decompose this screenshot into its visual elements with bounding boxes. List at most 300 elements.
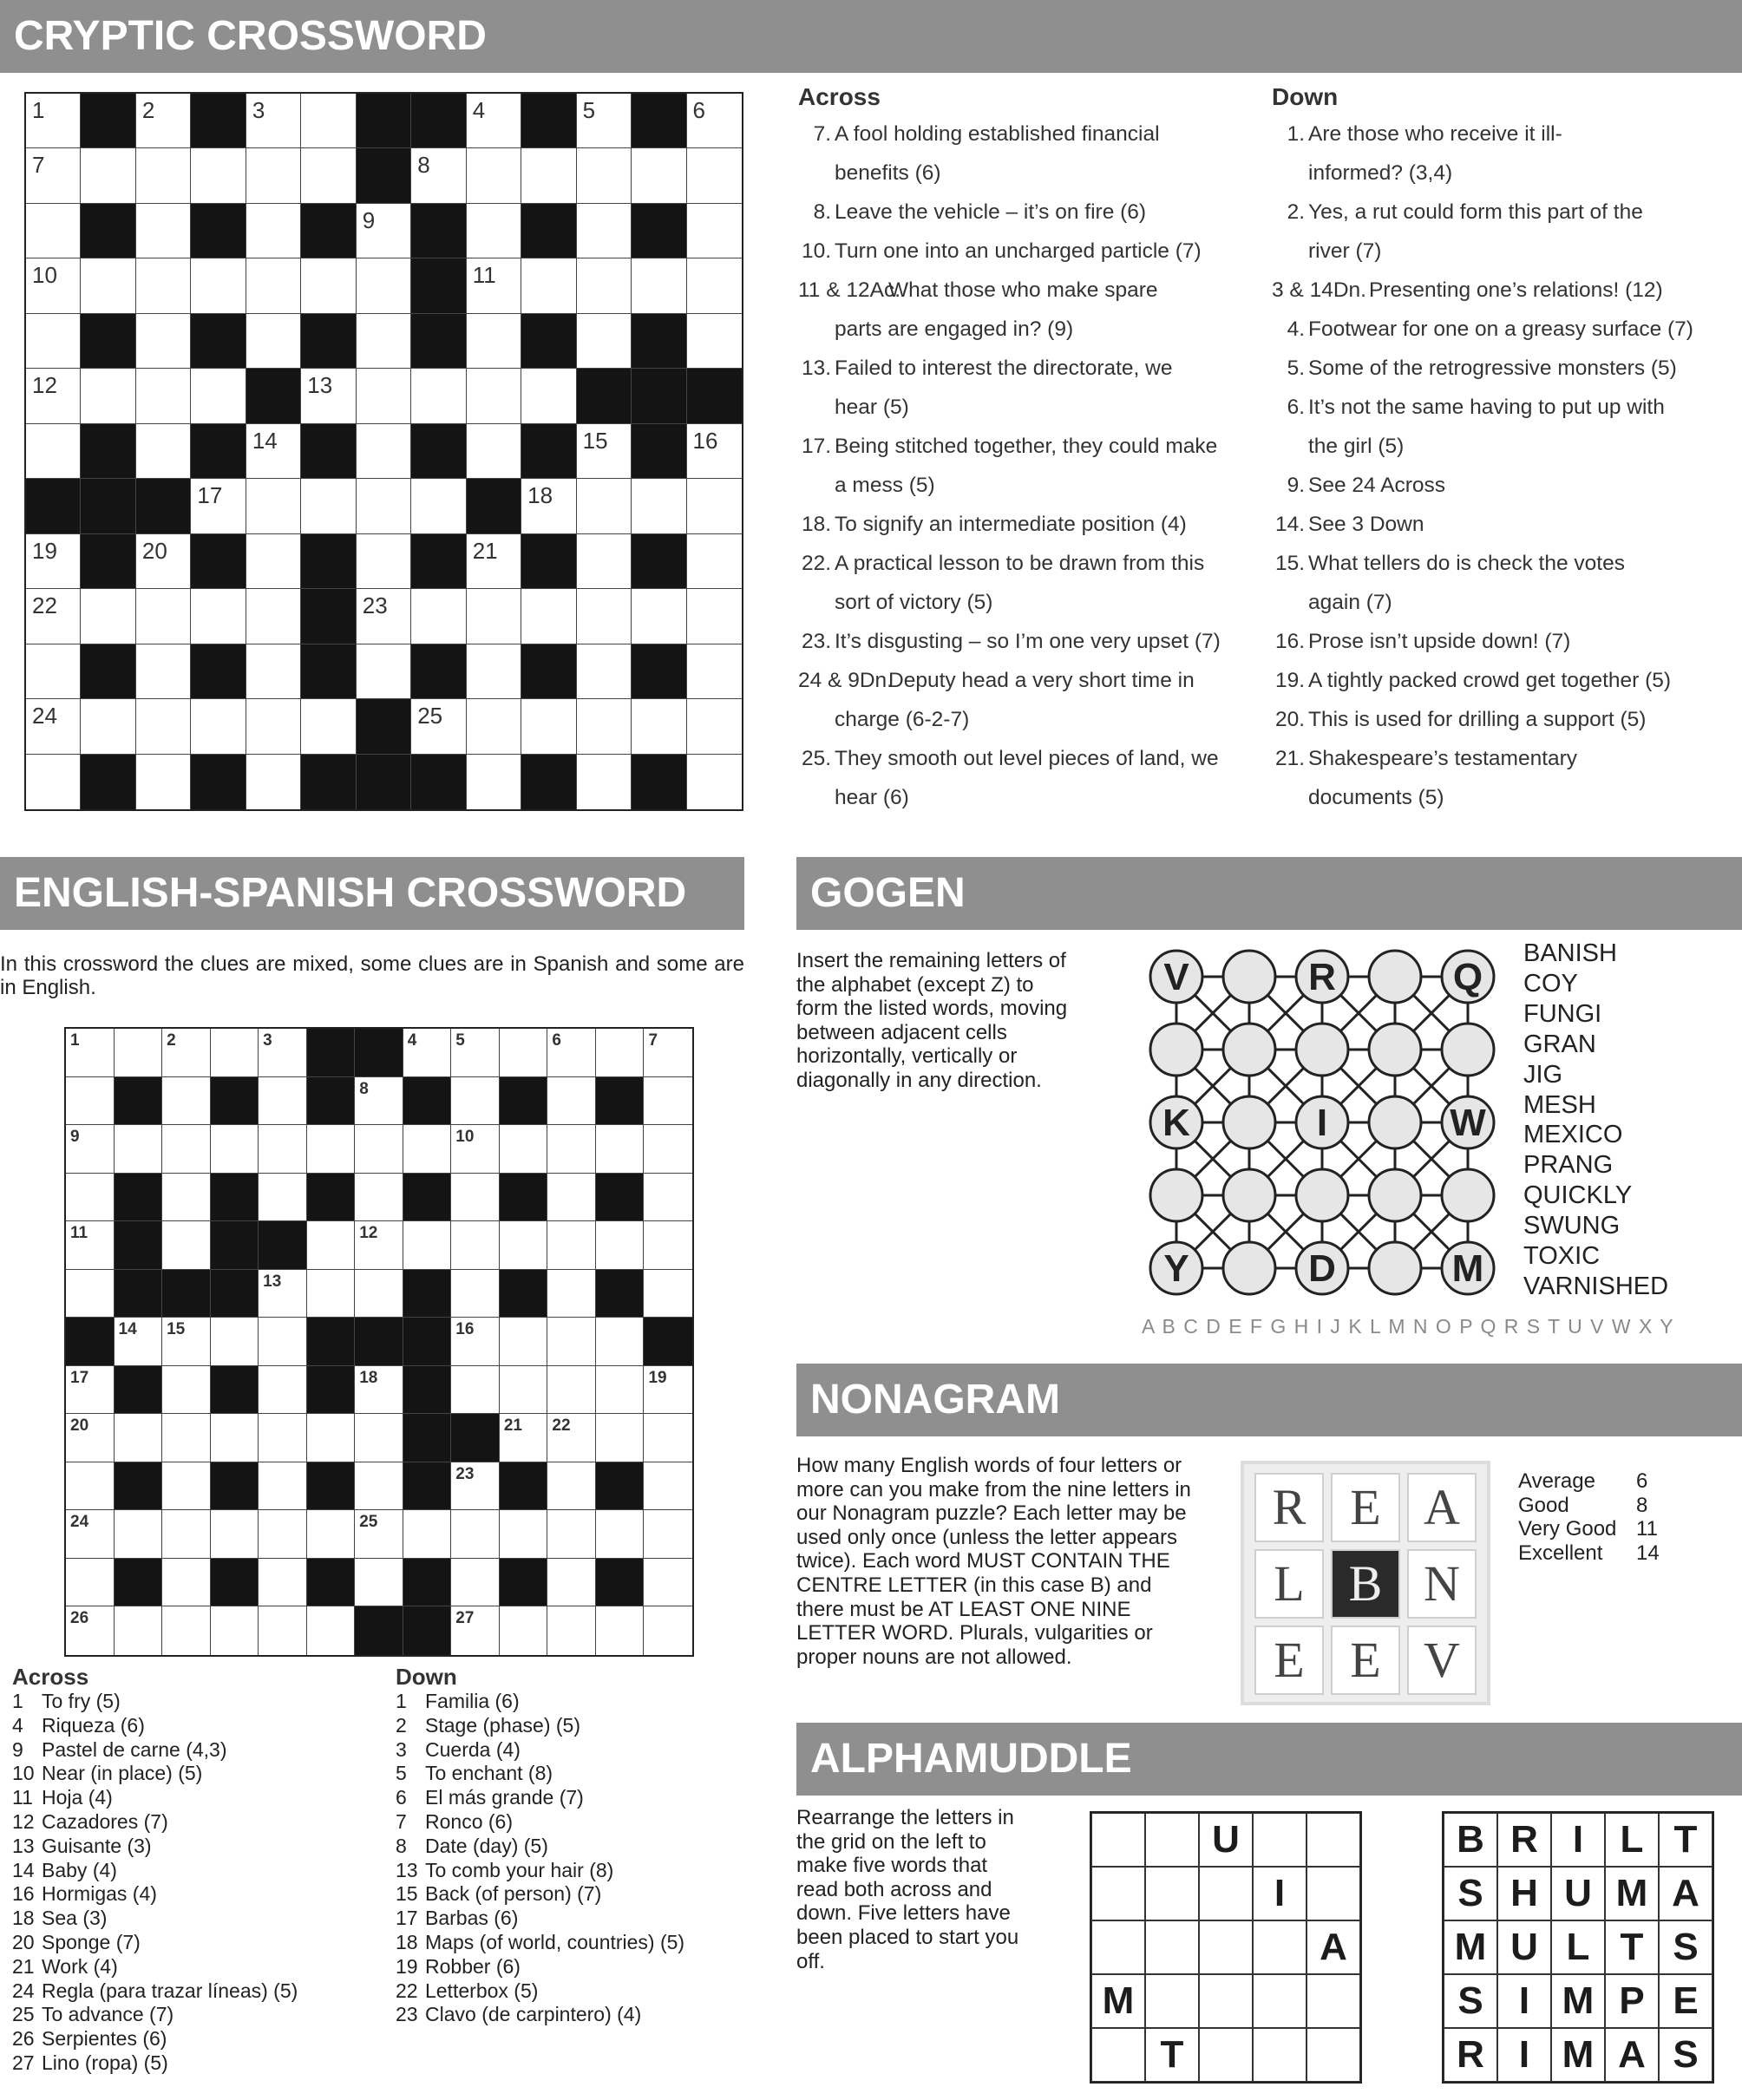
- cryptic-cell[interactable]: [521, 369, 576, 423]
- cryptic-cell[interactable]: [467, 369, 521, 423]
- es-cell[interactable]: [307, 1606, 356, 1655]
- cryptic-cell[interactable]: [136, 94, 191, 148]
- nonagram-letter: V: [1407, 1626, 1477, 1695]
- cryptic-cell[interactable]: [632, 479, 686, 533]
- es-cell[interactable]: [596, 1366, 645, 1415]
- es-cell[interactable]: [547, 1174, 596, 1222]
- alphamuddle-cell[interactable]: [1091, 1813, 1145, 1867]
- cryptic-cell[interactable]: [687, 644, 742, 699]
- es-cell[interactable]: [162, 1366, 211, 1415]
- gogen-node[interactable]: [1442, 1024, 1494, 1076]
- alphamuddle-cell[interactable]: [1145, 1920, 1199, 1974]
- alphamuddle-letter: B: [1444, 1813, 1497, 1867]
- cryptic-cell[interactable]: [246, 204, 301, 258]
- clue-num: 25: [12, 2003, 35, 2026]
- es-cell[interactable]: [115, 1510, 163, 1559]
- cryptic-cell[interactable]: [521, 589, 576, 644]
- nonagram-letter: N: [1407, 1549, 1477, 1619]
- es-cell[interactable]: [500, 1366, 548, 1415]
- cryptic-cell[interactable]: [577, 314, 632, 369]
- es-black-cell: [307, 1318, 356, 1366]
- es-cell[interactable]: [115, 1318, 163, 1366]
- gogen-node[interactable]: [1296, 1169, 1348, 1221]
- alphamuddle-cell[interactable]: [1306, 2028, 1360, 2082]
- cryptic-cell[interactable]: [26, 258, 81, 313]
- cryptic-cell[interactable]: [81, 699, 135, 754]
- es-cell[interactable]: [500, 1510, 548, 1559]
- alphamuddle-cell[interactable]: [1253, 1813, 1306, 1867]
- alphamuddle-cell[interactable]: [1306, 1867, 1360, 1920]
- es-cell[interactable]: [547, 1606, 596, 1655]
- cryptic-cell[interactable]: [687, 204, 742, 258]
- cryptic-cell[interactable]: [467, 424, 521, 479]
- cryptic-black-cell: [521, 424, 576, 479]
- cryptic-cell[interactable]: [411, 699, 466, 754]
- alphamuddle-cell[interactable]: [1199, 1920, 1253, 1974]
- es-cell[interactable]: [66, 1077, 115, 1126]
- es-cell[interactable]: [259, 1559, 307, 1607]
- cryptic-cell[interactable]: [357, 369, 411, 423]
- es-cell[interactable]: [259, 1270, 307, 1318]
- cryptic-cell[interactable]: [246, 258, 301, 313]
- es-cell[interactable]: [66, 1366, 115, 1415]
- es-cell[interactable]: [547, 1077, 596, 1126]
- es-cell[interactable]: [451, 1270, 500, 1318]
- es-cell[interactable]: [66, 1174, 115, 1222]
- es-cell[interactable]: [211, 1510, 259, 1559]
- es-cell[interactable]: [307, 1221, 356, 1270]
- cryptic-cell[interactable]: [246, 479, 301, 533]
- cryptic-cell[interactable]: [577, 589, 632, 644]
- es-cell[interactable]: [644, 1366, 692, 1415]
- es-cell[interactable]: [162, 1510, 211, 1559]
- cryptic-cell[interactable]: [191, 258, 246, 313]
- cryptic-cell[interactable]: [26, 644, 81, 699]
- cryptic-cell[interactable]: [687, 148, 742, 203]
- cryptic-cell[interactable]: [467, 589, 521, 644]
- cryptic-cell[interactable]: [26, 94, 81, 148]
- cryptic-cell[interactable]: [246, 148, 301, 203]
- es-cell[interactable]: [644, 1606, 692, 1655]
- es-cell[interactable]: [596, 1414, 645, 1462]
- cryptic-cell[interactable]: [136, 644, 191, 699]
- cryptic-cell[interactable]: [26, 699, 81, 754]
- cryptic-cell[interactable]: [136, 258, 191, 313]
- cryptic-cell[interactable]: [467, 755, 521, 809]
- gogen-letter: V: [1163, 956, 1189, 998]
- es-cell[interactable]: [644, 1174, 692, 1222]
- clue-text: Maps (of world, countries) (5): [425, 1930, 685, 1953]
- cryptic-cell[interactable]: [246, 424, 301, 479]
- alphamuddle-cell[interactable]: [1199, 2028, 1253, 2082]
- es-cell[interactable]: [66, 1029, 115, 1077]
- cryptic-cell[interactable]: [687, 424, 742, 479]
- es-cell[interactable]: [644, 1125, 692, 1174]
- es-cell[interactable]: [211, 1029, 259, 1077]
- es-cell[interactable]: [66, 1510, 115, 1559]
- cryptic-cell[interactable]: [687, 699, 742, 754]
- es-cell[interactable]: [500, 1318, 548, 1366]
- cryptic-cell[interactable]: [687, 94, 742, 148]
- es-cell[interactable]: [596, 1510, 645, 1559]
- cryptic-cell[interactable]: [357, 644, 411, 699]
- es-cell[interactable]: [644, 1077, 692, 1126]
- cryptic-cell[interactable]: [687, 589, 742, 644]
- cryptic-down-clue: [1272, 388, 1732, 466]
- cryptic-cell[interactable]: [191, 369, 246, 423]
- es-cell[interactable]: [644, 1221, 692, 1270]
- es-cell[interactable]: [66, 1414, 115, 1462]
- es-cell[interactable]: [162, 1029, 211, 1077]
- es-cell[interactable]: [355, 1462, 403, 1511]
- es-cell[interactable]: [115, 1414, 163, 1462]
- cryptic-cell[interactable]: [577, 424, 632, 479]
- es-cell[interactable]: [259, 1029, 307, 1077]
- es-cell[interactable]: [259, 1077, 307, 1126]
- gogen-node[interactable]: [1442, 1169, 1494, 1221]
- cryptic-black-cell: [632, 424, 686, 479]
- es-cell[interactable]: [115, 1125, 163, 1174]
- es-cell[interactable]: [259, 1174, 307, 1222]
- alphamuddle-cell[interactable]: [1253, 1974, 1306, 2028]
- es-black-cell: [211, 1077, 259, 1126]
- cryptic-cell[interactable]: [357, 534, 411, 589]
- es-cell[interactable]: [596, 1606, 645, 1655]
- cryptic-cell[interactable]: [577, 644, 632, 699]
- cryptic-cell[interactable]: [687, 534, 742, 589]
- cryptic-cell[interactable]: [26, 314, 81, 369]
- es-cell[interactable]: [66, 1462, 115, 1511]
- cryptic-cell[interactable]: [467, 314, 521, 369]
- es-cell[interactable]: [162, 1414, 211, 1462]
- alphamuddle-cell[interactable]: [1145, 1813, 1199, 1867]
- cryptic-cell[interactable]: [632, 148, 686, 203]
- cryptic-cell[interactable]: [81, 258, 135, 313]
- cryptic-cell[interactable]: [577, 204, 632, 258]
- es-cell[interactable]: [66, 1125, 115, 1174]
- es-cell[interactable]: [451, 1221, 500, 1270]
- es-cell[interactable]: [259, 1414, 307, 1462]
- cryptic-black-cell: [357, 148, 411, 203]
- cryptic-cell[interactable]: [521, 699, 576, 754]
- es-cell[interactable]: [451, 1077, 500, 1126]
- cryptic-cell[interactable]: [467, 204, 521, 258]
- es-cell[interactable]: [162, 1462, 211, 1511]
- cryptic-cell[interactable]: [521, 148, 576, 203]
- cryptic-cell[interactable]: [136, 204, 191, 258]
- cryptic-cell[interactable]: [136, 699, 191, 754]
- es-cell[interactable]: [355, 1174, 403, 1222]
- clue-number: 10: [32, 262, 57, 289]
- es-cell[interactable]: [547, 1270, 596, 1318]
- cryptic-cell[interactable]: [467, 534, 521, 589]
- es-cell[interactable]: [451, 1510, 500, 1559]
- es-cell[interactable]: [211, 1606, 259, 1655]
- es-cell[interactable]: [162, 1559, 211, 1607]
- cryptic-cell[interactable]: [26, 755, 81, 809]
- gogen-node[interactable]: [1150, 1169, 1202, 1221]
- cryptic-cell[interactable]: [411, 148, 466, 203]
- gogen-node[interactable]: [1223, 1242, 1275, 1294]
- es-cell[interactable]: [355, 1270, 403, 1318]
- cryptic-cell[interactable]: [357, 479, 411, 533]
- cryptic-cell[interactable]: [577, 258, 632, 313]
- es-cell[interactable]: [355, 1510, 403, 1559]
- cryptic-cell[interactable]: [577, 755, 632, 809]
- cryptic-cell[interactable]: [411, 589, 466, 644]
- es-cell[interactable]: [115, 1029, 163, 1077]
- cryptic-cell[interactable]: [81, 369, 135, 423]
- es-cell[interactable]: [259, 1125, 307, 1174]
- cryptic-cell[interactable]: [521, 479, 576, 533]
- cryptic-cell[interactable]: [301, 258, 356, 313]
- es-cell[interactable]: [307, 1510, 356, 1559]
- es-cell[interactable]: [355, 1414, 403, 1462]
- cryptic-cell[interactable]: [467, 644, 521, 699]
- es-cell[interactable]: [66, 1270, 115, 1318]
- cryptic-cell[interactable]: [136, 369, 191, 423]
- es-cell[interactable]: [355, 1125, 403, 1174]
- cryptic-cell[interactable]: [136, 424, 191, 479]
- cryptic-cell[interactable]: [246, 755, 301, 809]
- cryptic-cell[interactable]: [632, 699, 686, 754]
- es-cell[interactable]: [644, 1270, 692, 1318]
- es-cell[interactable]: [66, 1559, 115, 1607]
- es-cell[interactable]: [355, 1221, 403, 1270]
- es-cell[interactable]: [547, 1366, 596, 1415]
- cryptic-cell[interactable]: [301, 94, 356, 148]
- cryptic-cell[interactable]: [26, 534, 81, 589]
- es-cell[interactable]: [355, 1366, 403, 1415]
- es-cell[interactable]: [596, 1029, 645, 1077]
- gogen-letter: Y: [1163, 1247, 1189, 1290]
- gogen-node[interactable]: [1223, 1169, 1275, 1221]
- cryptic-cell[interactable]: [246, 314, 301, 369]
- es-cell[interactable]: [259, 1318, 307, 1366]
- es-cell[interactable]: [66, 1606, 115, 1655]
- gogen-node[interactable]: [1296, 1024, 1348, 1076]
- cryptic-cell[interactable]: [246, 644, 301, 699]
- alphamuddle-cell[interactable]: [1091, 1920, 1145, 1974]
- cryptic-cell[interactable]: [136, 534, 191, 589]
- es-cell[interactable]: [500, 1125, 548, 1174]
- clue-number: 25: [359, 1513, 378, 1532]
- alphamuddle-cell[interactable]: [1145, 1867, 1199, 1920]
- alphamuddle-cell[interactable]: M: [1091, 1974, 1145, 2028]
- cryptic-down-clue: [1272, 466, 1732, 505]
- es-cell[interactable]: [211, 1318, 259, 1366]
- es-cell[interactable]: [355, 1559, 403, 1607]
- es-cell[interactable]: [307, 1270, 356, 1318]
- gogen-node[interactable]: [1369, 1169, 1421, 1221]
- cryptic-cell[interactable]: [246, 94, 301, 148]
- es-cell[interactable]: [403, 1125, 452, 1174]
- cryptic-cell[interactable]: [577, 534, 632, 589]
- alphamuddle-cell[interactable]: [1253, 2028, 1306, 2082]
- es-cell[interactable]: [644, 1462, 692, 1511]
- es-cell[interactable]: [596, 1125, 645, 1174]
- alphamuddle-cell[interactable]: [1199, 1974, 1253, 2028]
- nonagram-letter: E: [1331, 1626, 1400, 1695]
- es-cell[interactable]: [596, 1221, 645, 1270]
- es-cell[interactable]: [500, 1414, 548, 1462]
- cryptic-black-cell: [301, 534, 356, 589]
- gogen-node[interactable]: [1369, 1096, 1421, 1148]
- es-cell[interactable]: [451, 1606, 500, 1655]
- es-cell[interactable]: [162, 1125, 211, 1174]
- gogen-node[interactable]: [1150, 1024, 1202, 1076]
- cryptic-cell[interactable]: [81, 589, 135, 644]
- cryptic-cell[interactable]: [632, 589, 686, 644]
- cryptic-cell[interactable]: [81, 148, 135, 203]
- es-cell[interactable]: [547, 1125, 596, 1174]
- cryptic-cell[interactable]: [687, 314, 742, 369]
- cryptic-cell[interactable]: [467, 148, 521, 203]
- es-cell[interactable]: [547, 1462, 596, 1511]
- es-cell[interactable]: [403, 1029, 452, 1077]
- alphamuddle-cell[interactable]: [1091, 2028, 1145, 2082]
- es-cell[interactable]: [162, 1174, 211, 1222]
- alphamuddle-cell[interactable]: A: [1306, 1920, 1360, 1974]
- cryptic-cell[interactable]: [357, 258, 411, 313]
- cryptic-cell[interactable]: [467, 699, 521, 754]
- es-cell[interactable]: [66, 1221, 115, 1270]
- cryptic-cell[interactable]: [136, 755, 191, 809]
- es-cell[interactable]: [547, 1559, 596, 1607]
- alphamuddle-cell[interactable]: T: [1145, 2028, 1199, 2082]
- gogen-node[interactable]: [1223, 1024, 1275, 1076]
- cryptic-cell[interactable]: [301, 479, 356, 533]
- es-cell[interactable]: [115, 1606, 163, 1655]
- es-cell[interactable]: [500, 1029, 548, 1077]
- es-cell[interactable]: [596, 1318, 645, 1366]
- cryptic-cell[interactable]: [467, 94, 521, 148]
- es-cell[interactable]: [162, 1221, 211, 1270]
- cryptic-cell[interactable]: [26, 148, 81, 203]
- es-cell[interactable]: [451, 1462, 500, 1511]
- cryptic-cell[interactable]: [191, 589, 246, 644]
- es-cell[interactable]: [259, 1606, 307, 1655]
- alphamuddle-cell[interactable]: [1253, 1920, 1306, 1974]
- es-cell[interactable]: [644, 1414, 692, 1462]
- es-cell[interactable]: [162, 1077, 211, 1126]
- cryptic-cell[interactable]: [687, 258, 742, 313]
- cryptic-cell[interactable]: [191, 148, 246, 203]
- es-cell[interactable]: [547, 1510, 596, 1559]
- cryptic-cell[interactable]: [301, 369, 356, 423]
- cryptic-cell[interactable]: [467, 258, 521, 313]
- gogen-node[interactable]: [1223, 951, 1275, 1003]
- es-cell[interactable]: [451, 1366, 500, 1415]
- cryptic-cell[interactable]: [357, 424, 411, 479]
- cryptic-cell[interactable]: [411, 479, 466, 533]
- es-cell[interactable]: [355, 1077, 403, 1126]
- es-cell[interactable]: [259, 1366, 307, 1415]
- es-cell[interactable]: [162, 1318, 211, 1366]
- es-cell[interactable]: [451, 1125, 500, 1174]
- es-cell[interactable]: [644, 1559, 692, 1607]
- es-cell[interactable]: [162, 1606, 211, 1655]
- gogen-node[interactable]: [1223, 1096, 1275, 1148]
- es-across-clue: [12, 1979, 298, 2004]
- alphamuddle-cell[interactable]: I: [1253, 1867, 1306, 1920]
- cryptic-cell[interactable]: [577, 479, 632, 533]
- cryptic-cell[interactable]: [136, 148, 191, 203]
- es-cell[interactable]: [403, 1221, 452, 1270]
- cryptic-cell[interactable]: [191, 479, 246, 533]
- gogen-node[interactable]: [1369, 951, 1421, 1003]
- es-cell[interactable]: [451, 1174, 500, 1222]
- cryptic-cell[interactable]: [136, 314, 191, 369]
- cryptic-cell[interactable]: [26, 204, 81, 258]
- es-cell[interactable]: [307, 1414, 356, 1462]
- gogen-node[interactable]: [1369, 1242, 1421, 1294]
- cryptic-cell[interactable]: [26, 424, 81, 479]
- es-cell[interactable]: [307, 1125, 356, 1174]
- cryptic-cell[interactable]: [357, 314, 411, 369]
- clue-number: 13: [307, 372, 333, 399]
- es-cell[interactable]: [547, 1318, 596, 1366]
- cryptic-cell[interactable]: [301, 148, 356, 203]
- es-cell[interactable]: [547, 1221, 596, 1270]
- es-cell[interactable]: [547, 1029, 596, 1077]
- cryptic-cell[interactable]: [246, 589, 301, 644]
- es-cell[interactable]: [644, 1510, 692, 1559]
- alphamuddle-cell[interactable]: [1306, 1813, 1360, 1867]
- es-cell[interactable]: [644, 1029, 692, 1077]
- cryptic-cell[interactable]: [687, 755, 742, 809]
- cryptic-cell[interactable]: [191, 699, 246, 754]
- es-cell[interactable]: [211, 1125, 259, 1174]
- cryptic-cell[interactable]: [577, 699, 632, 754]
- alphamuddle-cell[interactable]: [1306, 1974, 1360, 2028]
- cryptic-cell[interactable]: [246, 699, 301, 754]
- cryptic-cell[interactable]: [577, 94, 632, 148]
- es-cell[interactable]: [259, 1462, 307, 1511]
- cryptic-cell[interactable]: [26, 589, 81, 644]
- alphamuddle-cell[interactable]: [1145, 1974, 1199, 2028]
- cryptic-cell[interactable]: [577, 148, 632, 203]
- es-cell[interactable]: [211, 1414, 259, 1462]
- cryptic-cell[interactable]: [411, 369, 466, 423]
- alphamuddle-cell[interactable]: [1199, 1867, 1253, 1920]
- es-cell[interactable]: [259, 1510, 307, 1559]
- es-cell[interactable]: [500, 1221, 548, 1270]
- cryptic-cell[interactable]: [357, 204, 411, 258]
- es-cell[interactable]: [500, 1606, 548, 1655]
- alphamuddle-cell[interactable]: U: [1199, 1813, 1253, 1867]
- es-black-cell: [403, 1414, 452, 1462]
- alphamuddle-letter: L: [1605, 1813, 1659, 1867]
- es-cell[interactable]: [403, 1510, 452, 1559]
- cryptic-cell[interactable]: [246, 534, 301, 589]
- cryptic-cell[interactable]: [521, 258, 576, 313]
- cryptic-cell[interactable]: [136, 589, 191, 644]
- cryptic-cell[interactable]: [632, 258, 686, 313]
- es-cell[interactable]: [451, 1559, 500, 1607]
- cryptic-cell[interactable]: [26, 369, 81, 423]
- es-cell[interactable]: [547, 1414, 596, 1462]
- cryptic-cell[interactable]: [687, 479, 742, 533]
- es-cell[interactable]: [451, 1318, 500, 1366]
- cryptic-cell[interactable]: [301, 699, 356, 754]
- rating-value: 11: [1636, 1517, 1658, 1541]
- alphamuddle-cell[interactable]: [1091, 1867, 1145, 1920]
- cryptic-cell[interactable]: [357, 589, 411, 644]
- gogen-node[interactable]: [1369, 1024, 1421, 1076]
- clue-num: 23: [396, 2003, 418, 2026]
- es-cell[interactable]: [451, 1029, 500, 1077]
